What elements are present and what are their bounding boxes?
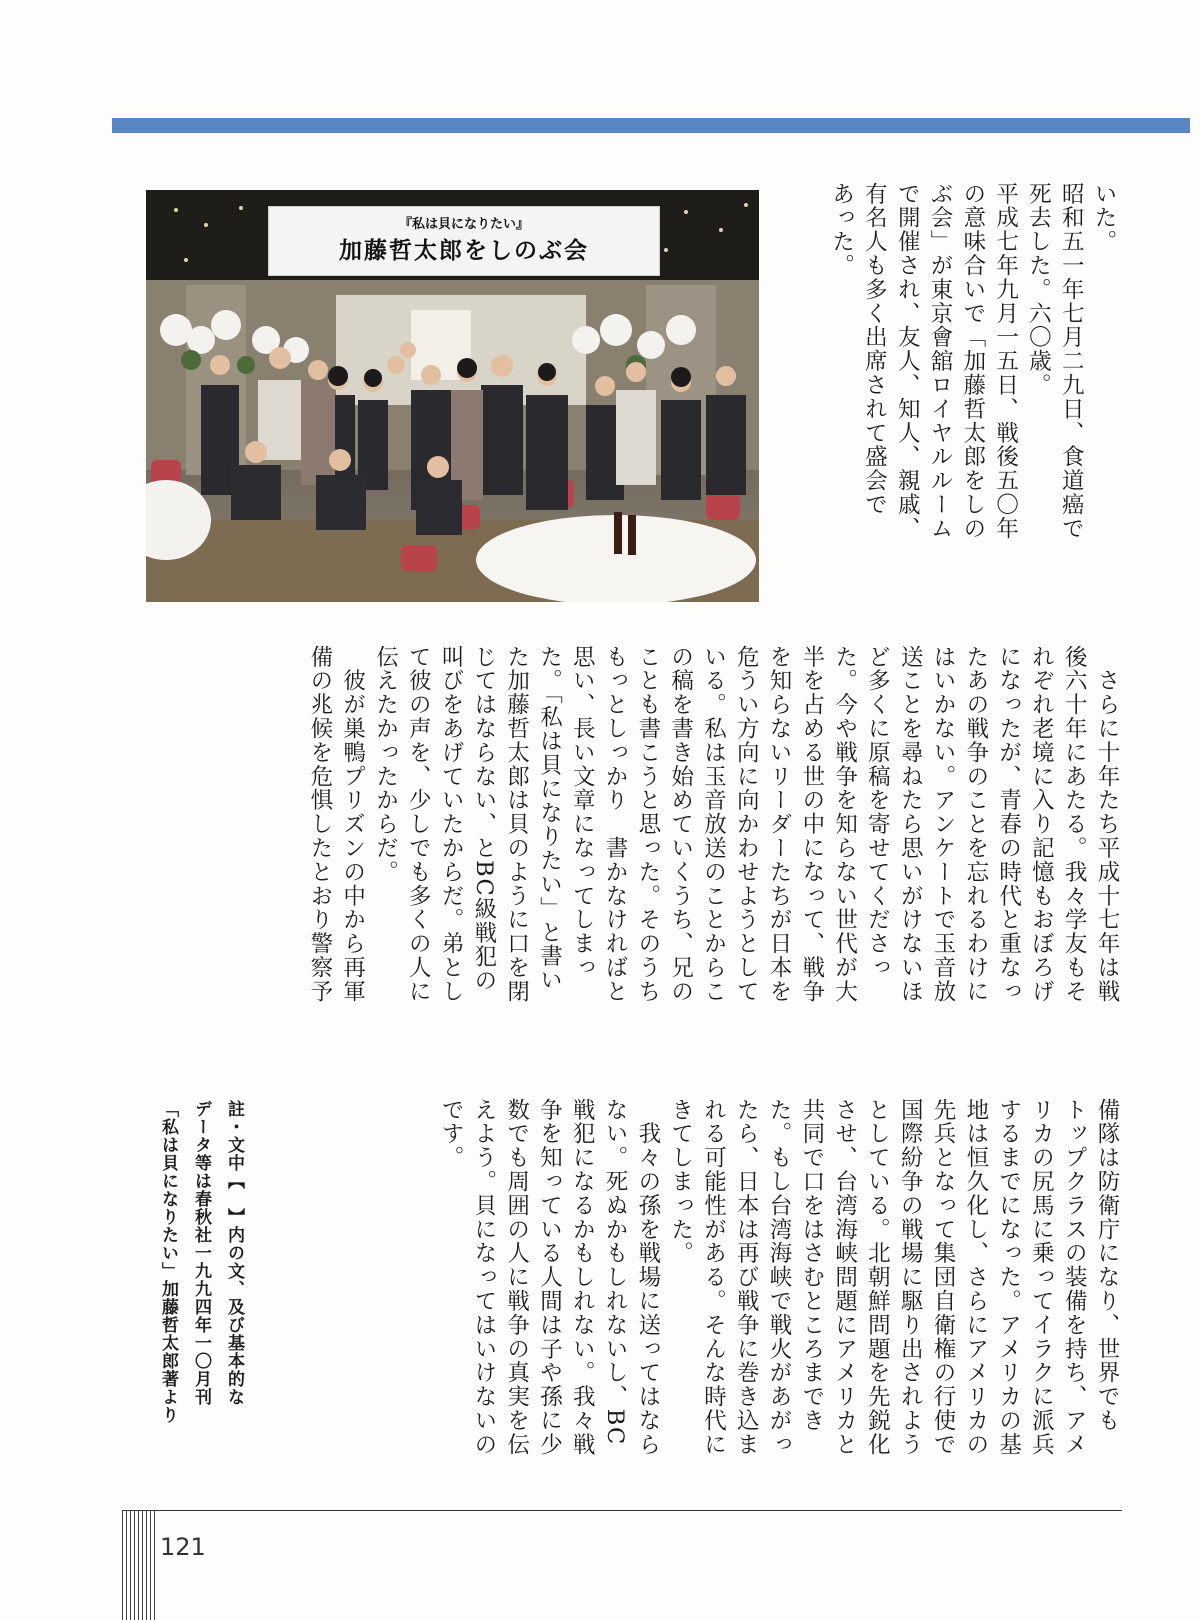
source-footnote: 註・文中【 】内の文、及び基本的な データ等は春秋社一九九四年一〇月刊 「私は貝になりたい」加藤哲太郎著より <box>158 1100 244 1424</box>
article-text-lower: 備隊は防衛庁になり、世界でも トップクラスの装備を持ち、アメ リカの尻馬に乗ってイラクに派兵 するまでになった。アメリカの基 地は恒久化し、さらにアメリカの 先兵となって集団自衛権の行使で 国際紛争の戦場に駆り出されよう としている。北朝鮮問題を先鋭化 させ、台湾海峡問題にアメリカと 共同で口をはさむところまでき た。もし台湾海峡で戦火があがっ たら、日本は再び戦争に巻き込ま れる可能性がある。そんな時代に きてしまった。 我々の孫を戦場に送ってはなら ない。死ぬかもしれないし、BC 戦犯になるかもしれない。我々戦 争を知っている人間は子や孫に少 数でも周囲の人に戦争の真実を伝 えよう。貝になってはいけないの です。 <box>438 1098 1120 1457</box>
footer-rule <box>122 1510 1122 1511</box>
event-banner <box>268 206 660 276</box>
article-text-upper: いた。 昭和五一年七月二九日、食道癌で 死去した。六〇歳。 平成七年九月一五日、戦後五〇年 の意味合いで「加藤哲太郎をしの ぶ会」が東京會舘ロイヤルルーム で開催され、友人、知人、親戚、 有名人も多く出席されて盛会で あった。 <box>828 182 1117 541</box>
article-text-middle: さらに十年たち平成十七年は戦 後六十年にあたる。我々学友もそ れぞれ老境に入り記憶もおぼろげ になったが、青春の時代と重なっ たあの戦争のことを忘れるわけに はいかない。アンケートで玉音放 送ことを尋ねたら思いがけないほ ど多くに原稿を寄せてくださっ た。今や戦争を知らない世代が大 半を占める世の中になって、戦争 を知らないリーダーたちが日本を 危うい方向に向かわせようとして いる。私は玉音放送のことからこ の稿を書き始めていくうち、兄の ことも書こうと思った。そのうち もっとしっかり 書かなければと 思い、長い文章になってしまっ た。「私は貝になりたい」と書い た加藤哲太郎は貝のように口を閉 じてはならない、とBC級戦犯の 叫びをあげていたからだ。弟とし て彼の声を、少しでも多くの人に 伝えたかったからだ。 彼が巣鴨プリズンの中から再軍 備の兆候を危惧したとおり警察予 <box>306 645 1120 1004</box>
banner-subtitle: 『私は貝になりたい』 <box>398 217 529 232</box>
footer-stripe-decoration <box>122 1510 156 1620</box>
page-number: 121 <box>160 1533 206 1561</box>
memorial-gathering-photo <box>146 190 759 602</box>
banner-title: 加藤哲太郎をしのぶ会 <box>339 238 589 264</box>
header-accent-bar <box>112 118 1190 133</box>
